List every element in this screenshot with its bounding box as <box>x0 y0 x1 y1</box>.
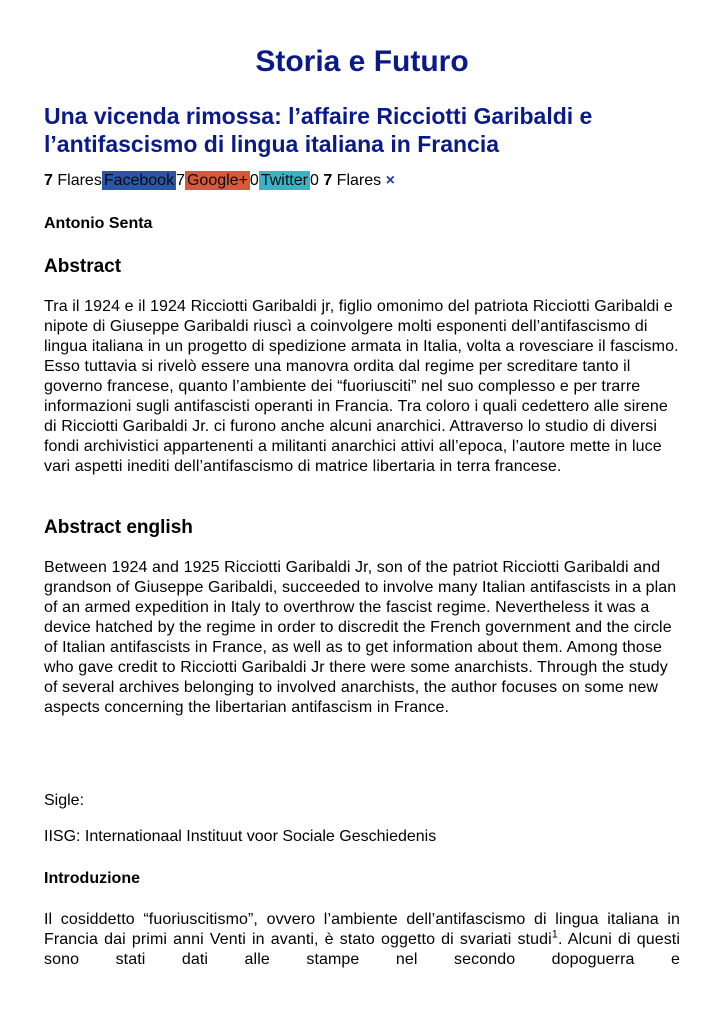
abstract-english-text: Between 1924 and 1925 Ricciotti Garibaldi Jr, son of the patriot Ricciotti Garibaldi and grandson of Giuseppe Garibaldi, succeeded to involve many Italian antifascists in a plan of an armed expedition in Italy to overthrow the fascist regime. Nevertheless it was a device hatched by the regime in order to discredit the French government and the circle of Italian antifascists in France, as well as to get information about them. Among those who gave credit to Ricciotti Garibaldi Jr there were some anarchists. Through the study of several archives belonging to involved anarchists, the author focuses on some new aspects concerning the libertarian antifascism in France. <box>44 559 677 716</box>
total-flares-count-secondary: 7 <box>323 172 333 189</box>
sigle-label: Sigle: <box>44 792 85 809</box>
flares-label-secondary: Flares <box>336 172 382 189</box>
share-bar <box>44 171 395 190</box>
introduzione-text <box>44 910 680 970</box>
total-flares-count: 7 <box>44 172 53 189</box>
abstract-text: Tra il 1924 e il 1924 Ricciotti Garibaldi jr, figlio omonimo del patriota Ricciotti Garibaldi e nipote di Giuseppe Garibaldi riuscì a coinvolgere molti esponenti dell’antifascismo di lingua italiana in un progetto di spedizione armata in Italia, volta a rovesciare il fascismo. Esso tuttavia si rivelò essere una manovra ordita dal regime per screditare tanto il governo francese, quanto l’ambiente dei “fuoriusciti” nel suo complesso e per trarre informazioni sugli antifascisti operanti in Francia. Tra coloro i quali cedettero alle sirene di Ricciotti Garibaldi Jr. ci furono anche alcuni anarchici. Attraverso lo studio di diversi fondi archivistici appartenenti a militanti anarchici attivi all’epoca, l’autore mette in luce vari aspetti inediti dell’antifascismo di matrice libertaria in terra francese. <box>44 298 679 475</box>
twitter-share-button[interactable]: Twitter <box>260 172 308 189</box>
site-title: Storia e Futuro <box>255 45 469 78</box>
facebook-count: 7 <box>176 172 185 189</box>
google-plus-share-button[interactable]: Google+ <box>186 172 248 189</box>
article-title: Una vicenda rimossa: l’affaire Ricciotti Garibaldi e l’antifascismo di lingua italiana in Francia <box>44 103 593 157</box>
author-name: Antonio Senta <box>44 215 153 232</box>
introduzione-text-continued: . Alcuni di questi sono stati dati alle stampe nel secondo dopoguerra e <box>44 931 680 968</box>
abstract-heading: Abstract <box>44 256 122 277</box>
close-icon[interactable]: × <box>385 172 395 189</box>
flares-label: Flares <box>57 172 102 189</box>
twitter-count: 0 <box>309 172 319 189</box>
footnote-ref-1[interactable]: 1 <box>551 928 558 941</box>
sigle-entry: IISG: Internationaal Instituut voor Sociale Geschiedenis <box>44 828 437 845</box>
introduzione-heading: Introduzione <box>44 870 140 887</box>
introduzione-text-start: Il cosiddetto “fuoriuscitismo”, ovvero l’ambiente dell’antifascismo di lingua italiana in Francia dai primi anni Venti in avanti, è stato oggetto di svariati studi <box>44 911 680 948</box>
abstract-english-heading: Abstract english <box>44 517 193 538</box>
facebook-share-button[interactable]: Facebook <box>103 172 175 189</box>
google-plus-count: 0 <box>249 172 259 189</box>
